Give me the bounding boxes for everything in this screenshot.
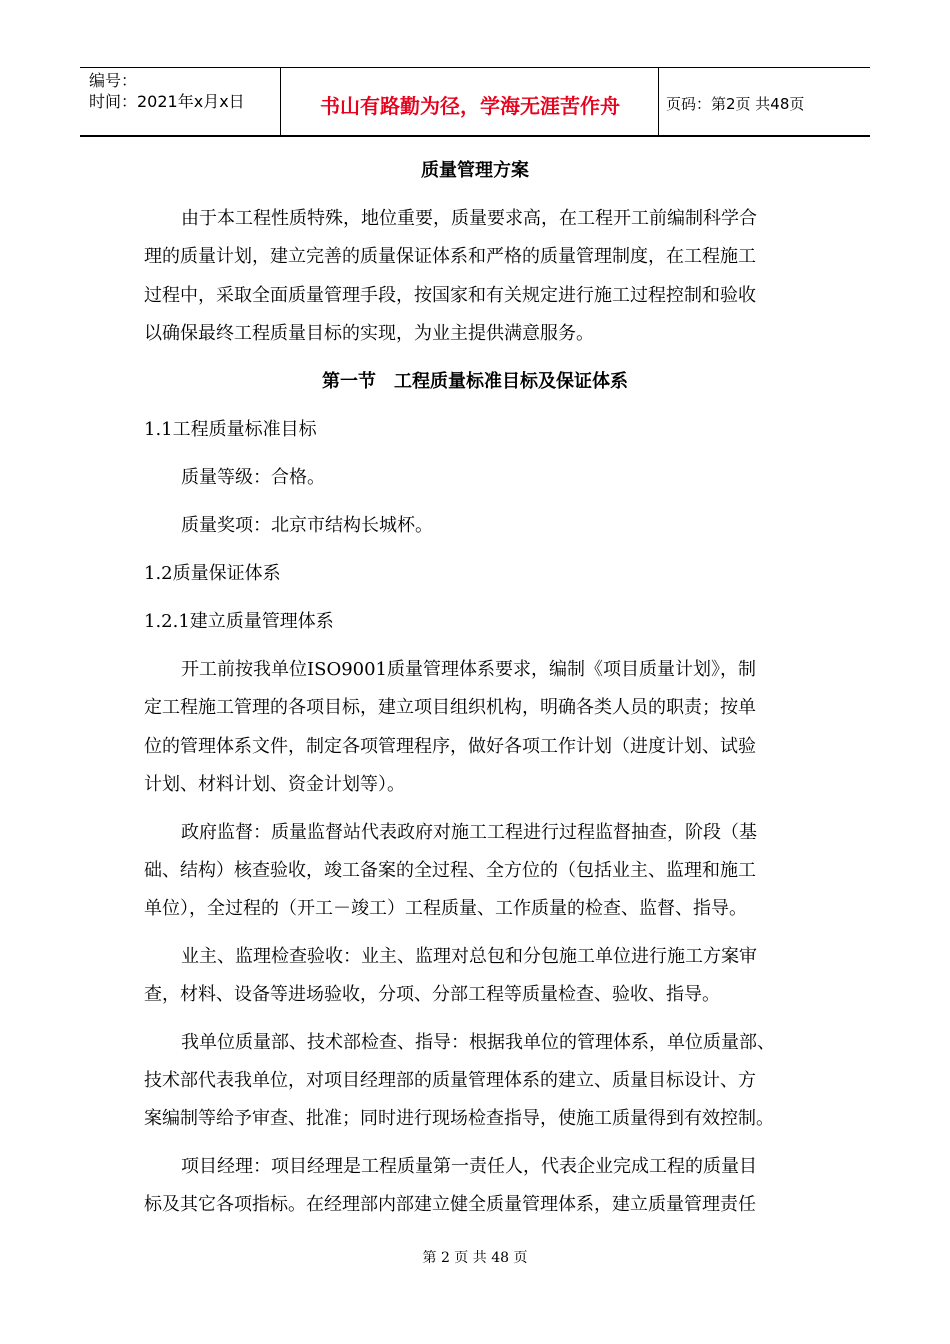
paragraph-line: 质量奖项：北京市结构长城杯。 bbox=[181, 515, 433, 536]
paragraph-line: 计划、材料计划、资金计划等）。 bbox=[144, 774, 405, 795]
paragraph-line: 过程中，采取全面质量管理手段，按国家和有关规定进行施工过程控制和验收 bbox=[144, 285, 756, 306]
paragraph-line: 理的质量计划，建立完善的质量保证体系和严格的质量管理制度，在工程施工 bbox=[144, 246, 756, 267]
header-meta bbox=[89, 70, 245, 112]
footer-page-number: 第 2 页 共 48 页 bbox=[422, 1250, 528, 1266]
paragraph-line: 单位），全过程的（开工－竣工）工程质量、工作质量的检查、监督、指导。 bbox=[144, 898, 747, 919]
paragraph-line: 技术部代表我单位，对项目经理部的质量管理体系的建立、质量目标设计、方 bbox=[144, 1070, 756, 1091]
paragraph-line: 政府监督：质量监督站代表政府对施工工程进行过程监督抽查，阶段（基 bbox=[181, 822, 757, 843]
paragraph-line: 我单位质量部、技术部检查、指导：根据我单位的管理体系，单位质量部、 bbox=[181, 1032, 775, 1053]
paragraph-line: 础、结构）核查验收，竣工备案的全过程、全方位的（包括业主、监理和施工 bbox=[144, 860, 756, 881]
document-title: 质量管理方案 bbox=[421, 160, 529, 181]
header-bottom-rule bbox=[80, 135, 870, 137]
section-heading: 第一节 工程质量标准目标及保证体系 bbox=[322, 371, 628, 392]
header-page-number: 页码：第2页 共48页 bbox=[666, 95, 805, 113]
header-motto: 书山有路勤为径，学海无涯苦作舟 bbox=[320, 94, 620, 118]
paragraph-line: 质量等级：合格。 bbox=[181, 467, 325, 488]
document-number-label: 编号： bbox=[89, 71, 138, 90]
subsection-heading: 1.1工程质量标准目标 bbox=[144, 419, 317, 440]
paragraph-line: 定工程施工管理的各项目标，建立项目组织机构，明确各类人员的职责；按单 bbox=[144, 697, 756, 718]
header-divider-right bbox=[658, 68, 659, 135]
paragraph-line: 开工前按我单位ISO9001质量管理体系要求，编制《项目质量计划》，制 bbox=[181, 659, 757, 680]
header-divider-left bbox=[280, 68, 281, 135]
paragraph-line: 查，材料、设备等进场验收，分项、分部工程等质量检查、验收、指导。 bbox=[144, 984, 720, 1005]
header-top-rule bbox=[80, 67, 870, 68]
subsection-heading: 1.2质量保证体系 bbox=[144, 563, 281, 584]
paragraph-line: 由于本工程性质特殊，地位重要，质量要求高，在工程开工前编制科学合 bbox=[181, 208, 757, 229]
paragraph-line: 项目经理：项目经理是工程质量第一责任人，代表企业完成工程的质量目 bbox=[181, 1156, 757, 1177]
paragraph-line: 位的管理体系文件，制定各项管理程序，做好各项工作计划（进度计划、试验 bbox=[144, 736, 756, 757]
paragraph-line: 案编制等给予审查、批准；同时进行现场检查指导，使施工质量得到有效控制。 bbox=[144, 1108, 774, 1129]
paragraph-line: 业主、监理检查验收：业主、监理对总包和分包施工单位进行施工方案审 bbox=[181, 946, 757, 967]
paragraph-line: 以确保最终工程质量目标的实现，为业主提供满意服务。 bbox=[144, 323, 594, 344]
subsection-heading: 1.2.1建立质量管理体系 bbox=[144, 611, 334, 632]
document-time-label: 时间：2021年x月x日 bbox=[89, 92, 245, 111]
paragraph-line: 标及其它各项指标。在经理部内部建立健全质量管理体系，建立质量管理责任 bbox=[144, 1194, 756, 1215]
